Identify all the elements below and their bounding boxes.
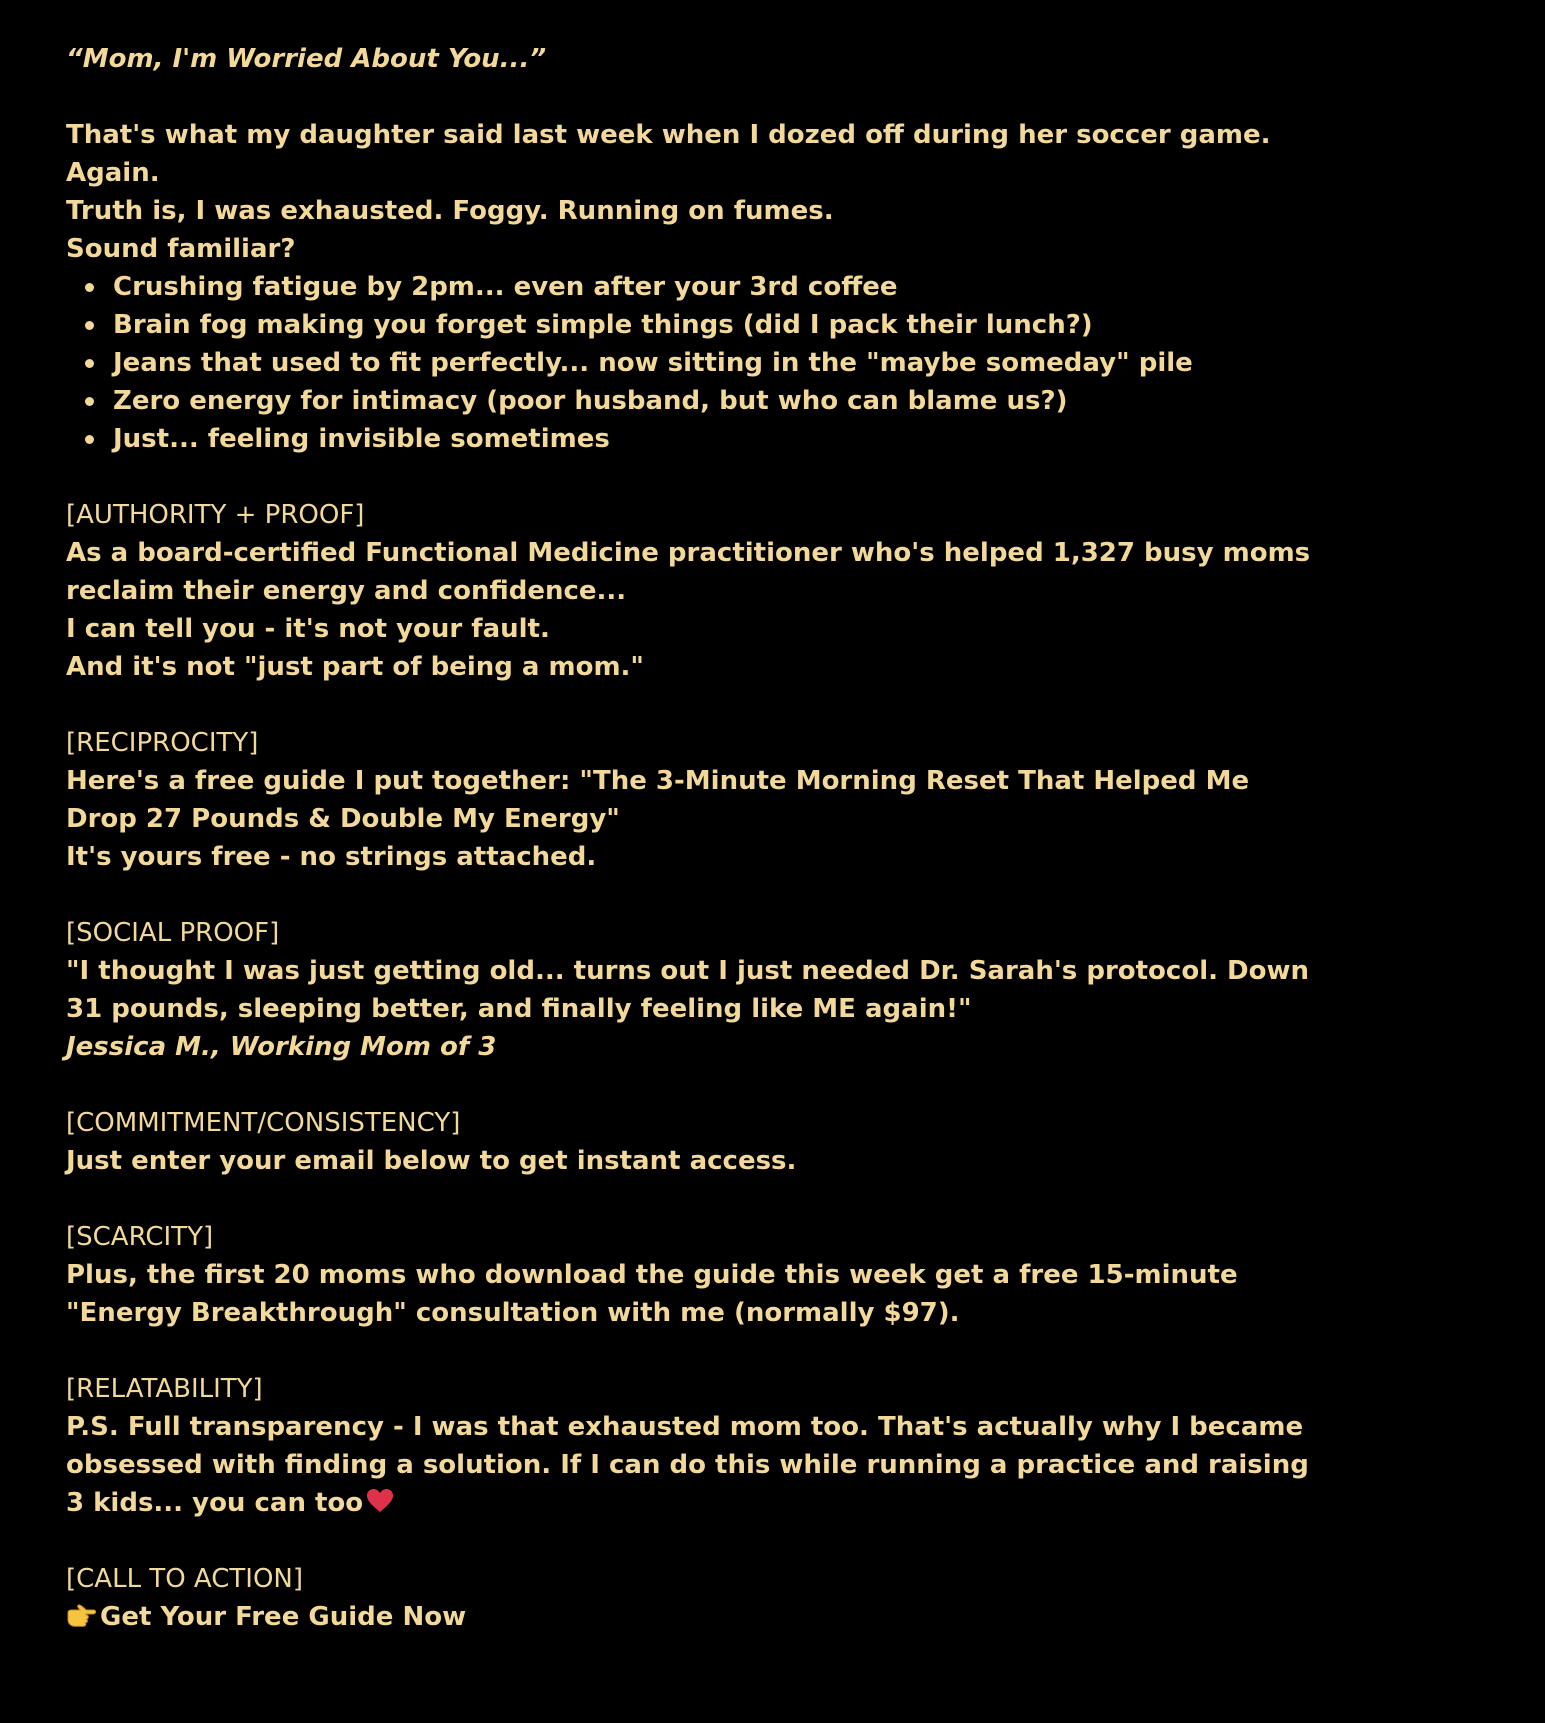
- cta-label[interactable]: Get Your Free Guide Now: [100, 1602, 467, 1632]
- list-item: Crushing fatigue by 2pm... even after your 3rd coffee: [113, 268, 1326, 306]
- scarcity-text: Plus, the first 20 moms who download the guide this week get a free 15-minute "Energy Breakthrough" consultation with me (normally $97).: [66, 1260, 1238, 1328]
- intro-line: Again.: [66, 158, 160, 188]
- document-body: [66, 40, 1326, 1636]
- authority-text: And it's not "just part of being a mom.": [66, 652, 644, 682]
- section-heading-social-proof: [SOCIAL PROOF]: [66, 918, 280, 948]
- symptom-list: [66, 268, 1326, 458]
- reciprocity-text: It's yours free - no strings attached.: [66, 842, 597, 872]
- list-item: Brain fog making you forget simple things (did I pack their lunch?): [113, 306, 1326, 344]
- testimonial-attribution: Jessica M., Working Mom of 3: [66, 1032, 497, 1062]
- spacer: [66, 1180, 1326, 1218]
- section-heading-commitment: [COMMITMENT/CONSISTENCY]: [66, 1108, 461, 1138]
- section-heading-cta: [CALL TO ACTION]: [66, 1564, 304, 1594]
- spacer: [66, 78, 1326, 116]
- section-heading-authority: [AUTHORITY + PROOF]: [66, 500, 365, 530]
- intro-line: Sound familiar?: [66, 234, 296, 264]
- authority-text: As a board-certified Functional Medicine practitioner who's helped 1,327 busy moms reclaim their energy and confidence...: [66, 538, 1311, 606]
- authority-text: I can tell you - it's not your fault.: [66, 614, 550, 644]
- testimonial-quote: "I thought I was just getting old... turns out I just needed Dr. Sarah's protocol. Down 31 pounds, sleeping better, and finally feeling like ME again!": [66, 956, 1310, 1024]
- commitment-text: Just enter your email below to get instant access.: [66, 1146, 797, 1176]
- list-item: Zero energy for intimacy (poor husband, but who can blame us?): [113, 382, 1326, 420]
- list-item: Jeans that used to fit perfectly... now sitting in the "maybe someday" pile: [113, 344, 1326, 382]
- list-item: Just... feeling invisible sometimes: [113, 420, 1326, 458]
- relatability-text: [66, 1408, 1326, 1522]
- relatability-line: P.S. Full transparency - I was that exhausted mom too. That's actually why I became obsessed with finding a solution. If I can do this while running a practice and raising 3 kids... you can too: [66, 1412, 1309, 1518]
- reciprocity-text: Here's a free guide I put together: "The 3-Minute Morning Reset That Helped Me Drop 27 Pounds & Double My Energy": [66, 766, 1250, 834]
- red-heart-icon: [367, 1489, 393, 1513]
- spacer: [66, 1066, 1326, 1104]
- cta-link[interactable]: [66, 1598, 1326, 1636]
- section-heading-scarcity: [SCARCITY]: [66, 1222, 214, 1252]
- document-title: “Mom, I'm Worried About You...”: [66, 44, 547, 74]
- section-heading-relatability: [RELATABILITY]: [66, 1374, 263, 1404]
- spacer: [66, 686, 1326, 724]
- spacer: [66, 876, 1326, 914]
- section-heading-reciprocity: [RECIPROCITY]: [66, 728, 259, 758]
- spacer: [66, 458, 1326, 496]
- spacer: [66, 1332, 1326, 1370]
- spacer: [66, 1522, 1326, 1560]
- intro-line: Truth is, I was exhausted. Foggy. Running on fumes.: [66, 196, 834, 226]
- pointing-hand-icon: [66, 1604, 96, 1628]
- intro-line: That's what my daughter said last week when I dozed off during her soccer game.: [66, 120, 1271, 150]
